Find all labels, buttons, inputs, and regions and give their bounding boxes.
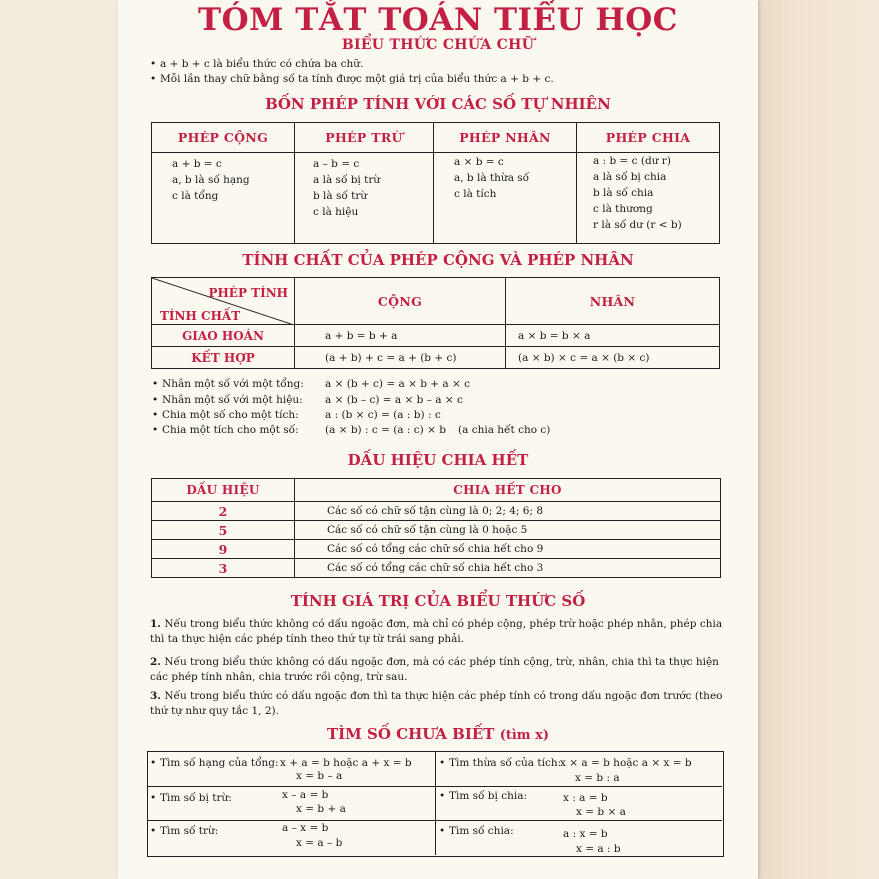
- divis-number: 3: [152, 559, 295, 578]
- ops-header-sub: PHÉP TRỪ: [295, 123, 434, 153]
- findx-label: • Tìm thừa số của tích:: [449, 757, 561, 769]
- ops-header-div: PHÉP CHIA: [577, 123, 720, 153]
- findx-label: • Tìm số hạng của tổng:: [160, 757, 279, 769]
- findx-eq: x – a = b: [282, 789, 329, 801]
- eval-text: Nếu trong biểu thức không có dấu ngoặc đơn, mà có các phép tính cộng, trừ, nhân, chia thì ta thực hiện các phép tính nhân, chia trước rồi cộng, trừ sau.: [150, 656, 719, 683]
- divis-heading: DẤU HIỆU CHIA HẾT: [347, 451, 529, 469]
- findx-solution: x = b – a: [296, 770, 343, 782]
- rule-label: • Nhân một số với một hiệu:: [162, 394, 303, 406]
- props-corner-cell: [152, 278, 295, 325]
- eval-item-2: [150, 655, 730, 685]
- ops-sub-line: a là số bị trừ: [313, 174, 381, 186]
- rule-formula: a : (b × c) = (a : b) : c: [325, 409, 441, 421]
- eval-text: Nếu trong biểu thức không có dấu ngoặc đơn, mà chỉ có phép cộng, phép trừ hoặc phép nhân, phép chia thì ta thực hiện các phép tính theo thứ tự từ trái sang phải.: [150, 618, 723, 645]
- ops-header-mul: PHÉP NHÂN: [434, 123, 577, 153]
- rule-formula: a × (b + c) = a × b + a × c: [325, 378, 471, 390]
- findx-eq: x × a = b hoặc a × x = b: [560, 757, 692, 769]
- poster-subtitle: BIỂU THỨC CHỨA CHỮ: [341, 37, 535, 53]
- eval-number: 2.: [150, 656, 161, 668]
- ops-div-line: a là số bị chia: [593, 171, 667, 183]
- ops-cell-sub: [295, 153, 434, 244]
- findx-eq: x + a = b hoặc a + x = b: [280, 757, 412, 769]
- background-edge: [757, 0, 879, 879]
- findx-eq: a : x = b: [563, 828, 608, 840]
- rule-label: • Nhân một số với một tổng:: [162, 378, 304, 390]
- divis-number: 9: [152, 540, 295, 559]
- ops-sub-line: b là số trừ: [313, 190, 368, 202]
- divis-text: Các số có tổng các chữ số chia hết cho 3: [295, 559, 721, 578]
- ops-add-line: a, b là số hạng: [172, 174, 250, 186]
- ops-cell-div: [577, 153, 720, 244]
- props-row-add: a + b = b + a: [295, 325, 506, 347]
- ops-cell-add: [152, 153, 295, 244]
- props-row-mul: a × b = b × a: [506, 325, 720, 347]
- ops-add-line: c là tổng: [172, 190, 219, 202]
- ops-heading: BỐN PHÉP TÍNH VỚI CÁC SỐ TỰ NHIÊN: [265, 95, 611, 113]
- divis-text: Các số có chữ số tận cùng là 0; 2; 4; 6; 8: [295, 502, 721, 521]
- divis-text: Các số có tổng các chữ số chia hết cho 9: [295, 540, 721, 559]
- findx-eq: a – x = b: [282, 822, 329, 834]
- props-corner-bottom: TÍNH CHẤT: [160, 309, 241, 323]
- intro-line-2: • Mỗi lần thay chữ bằng số ta tính được một giá trị của biểu thức a + b + c.: [160, 73, 554, 85]
- findx-eq: x : a = b: [563, 792, 608, 804]
- ops-cell-mul: [434, 153, 577, 244]
- props-row-name: GIAO HOÁN: [152, 325, 295, 347]
- ops-add-line: a + b = c: [172, 158, 222, 170]
- ops-sub-line: a – b = c: [313, 158, 360, 170]
- props-corner-top: PHÉP TÍNH: [208, 286, 288, 300]
- ops-div-line: b là số chia: [593, 187, 654, 199]
- props-row-mul: (a × b) × c = a × (b × c): [506, 347, 720, 369]
- findx-divider-row: [147, 786, 722, 787]
- divis-table: [151, 478, 721, 578]
- props-row-name: KẾT HỢP: [152, 347, 295, 369]
- rule-formula: a × (b – c) = a × b – a × c: [325, 394, 463, 406]
- props-heading: TÍNH CHẤT CỦA PHÉP CỘNG VÀ PHÉP NHÂN: [242, 251, 634, 269]
- intro-line-1: • a + b + c là biểu thức có chứa ba chữ.: [160, 58, 363, 70]
- props-header-mul: NHÂN: [506, 278, 720, 325]
- findx-heading: [118, 725, 758, 743]
- findx-divider-vertical: [435, 751, 436, 855]
- findx-solution: x = b + a: [296, 803, 346, 815]
- divis-number: 5: [152, 521, 295, 540]
- divis-header-divisible: CHIA HẾT CHO: [295, 479, 721, 502]
- findx-label: • Tìm số chia:: [449, 825, 514, 837]
- findx-solution: x = b : a: [575, 772, 620, 784]
- eval-heading: TÍNH GIÁ TRỊ CỦA BIỂU THỨC SỐ: [290, 592, 586, 610]
- findx-label: • Tìm số bị trừ:: [160, 792, 232, 804]
- findx-divider-row: [147, 820, 722, 821]
- findx-solution: x = a – b: [296, 837, 343, 849]
- eval-text: Nếu trong biểu thức có dấu ngoặc đơn thì ta thực hiện các phép tính có trong dấu ngoặc đơn trước (theo thứ tự như quy tắc 1, 2).: [150, 690, 723, 717]
- eval-number: 3.: [150, 690, 161, 702]
- props-header-add: CỘNG: [295, 278, 506, 325]
- rule-formula: (a × b) : c = (a : c) × b: [325, 424, 446, 436]
- eval-item-3: [150, 689, 730, 719]
- divis-text: Các số có chữ số tận cùng là 0 hoặc 5: [295, 521, 721, 540]
- poster-title: TÓM TẮT TOÁN TIỂU HỌC: [198, 2, 678, 38]
- ops-mul-line: a, b là thừa số: [454, 172, 530, 184]
- eval-item-1: [150, 617, 730, 647]
- findx-label: • Tìm số trừ:: [160, 825, 218, 837]
- divis-header-sign: DẤU HIỆU: [152, 479, 295, 502]
- findx-solution: x = b × a: [576, 806, 626, 818]
- findx-heading-suffix: (tìm x): [499, 728, 549, 743]
- ops-mul-line: a × b = c: [454, 156, 504, 168]
- ops-div-line: a : b = c (dư r): [593, 155, 671, 167]
- findx-label: • Tìm số bị chia:: [449, 790, 527, 802]
- findx-heading-text: TÌM SỐ CHƯA BIẾT: [327, 725, 495, 743]
- ops-mul-line: c là tích: [454, 188, 497, 200]
- rule-label: • Chia một tích cho một số:: [162, 424, 299, 436]
- ops-sub-line: c là hiệu: [313, 206, 359, 218]
- rule-note: (a chia hết cho c): [458, 424, 551, 436]
- eval-number: 1.: [150, 618, 161, 630]
- findx-solution: x = a : b: [576, 843, 621, 855]
- props-row-add: (a + b) + c = a + (b + c): [295, 347, 506, 369]
- ops-div-line: r là số dư (r < b): [593, 219, 682, 231]
- divis-number: 2: [152, 502, 295, 521]
- ops-div-line: c là thương: [593, 203, 653, 215]
- ops-header-add: PHÉP CỘNG: [152, 123, 295, 153]
- props-table: [151, 277, 720, 369]
- rule-label: • Chia một số cho một tích:: [162, 409, 299, 421]
- ops-table: [151, 122, 720, 244]
